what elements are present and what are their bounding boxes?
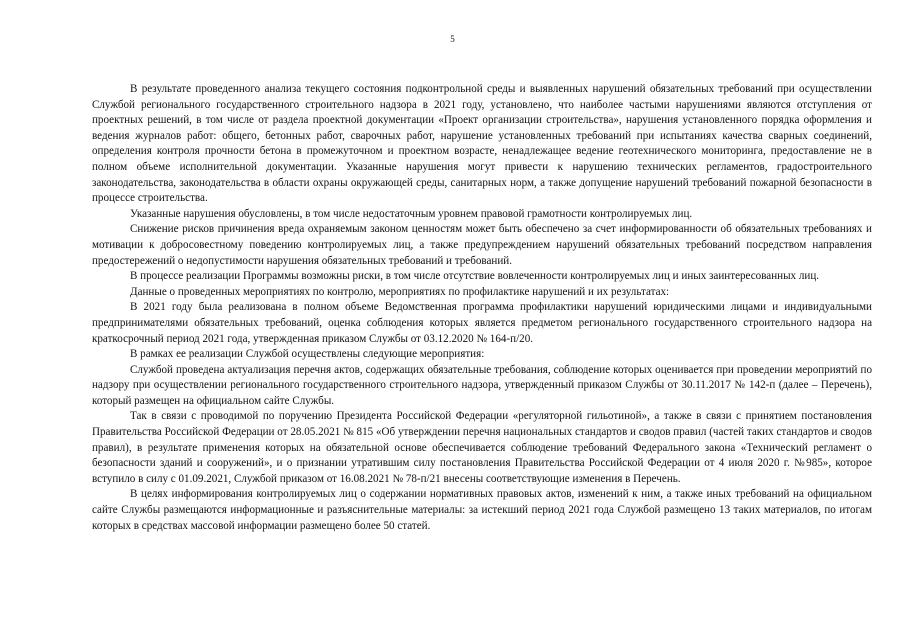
paragraph-measures-intro: В рамках ее реализации Службой осуществлены следующие мероприятия: xyxy=(130,348,485,361)
paragraph-regulatory-guillotine: Так в связи с проводимой по поручению Президента Российской Федерации «регуляторной гильотиной», а также в связи с принятием постановления Правительства Российской Федерации от 28.05.2021 № 815 «Об утверждении перечня национальных стандартов и сводов правил (частей таких стандартов и сводов правил), в результате применения которых на обязательной основе обеспечивается соблюдение требований Федерального закона «Технический регламент о безопасности зданий и сооружений», и о признании утратившим силу постановления Правительства Российской Федерации от 4 июля 2020 г. №985», которое вступило в силу с 01.09.2021, Службой приказом от 16.08.2021 № 78-п/21 внесены соответствующие изменения в Перечень. xyxy=(92,410,872,485)
paragraph-activities-intro: Данные о проведенных мероприятиях по контролю, мероприятиях по профилактике нарушений и их результатах: xyxy=(130,285,670,298)
paragraph-legal-literacy: Указанные нарушения обусловлены, в том числе недостаточным уровнем правовой грамотности контролируемых лиц. xyxy=(130,207,693,220)
paragraph-program-2021: В 2021 году была реализована в полном объеме Ведомственная программа профилактики нарушений юридическими лицами и индивидуальными предпринимателями обязательных требований, оценка соблюдения которых является предметом регионального государственного строительного надзора на краткосрочный период 2021 года, утвержденная приказом Службы от 03.12.2020 № 164-п/20. xyxy=(92,301,872,345)
paragraph-informing: В целях информирования контролируемых лиц о содержании нормативных правовых актов, изменений к ним, а также иных требований на официальном сайте Службы размещаются информационные и разъяснительные материалы: за истекший период 2021 года Службой размещено 13 таких материалов, по итогам которых в средствах массовой информации размещено более 50 статей. xyxy=(92,488,872,532)
paragraph-violations-analysis: В результате проведенного анализа текущего состояния подконтрольной среды и выявленных нарушений обязательных требований при осуществлении Службой регионального государственного строительного надзора в 2021 году, установлено, что наиболее частыми нарушениями являются отступления от проектных решений, в том числе от раздела проектной документации «Проект организации строительства», нарушения установленного порядка оформления и ведения журналов работ: общего, бетонных работ, сварочных работ, нарушение установленных требований при испытаниях качества сварных соединений, определения контроля прочности бетона в промежуточном и проектном возрасте, ненадлежащее ведение геотехнического мониторинга, предоставление не в полном объеме исполнительной документации. Указанные нарушения могут привести к нарушению технических регламентов, градостроительного законодательства, законодательства в области охраны окружающей среды, санитарных норм, а также допущение нарушений требований пожарной безопасности в процессе строительства. xyxy=(92,83,872,205)
document-body xyxy=(92,82,872,534)
paragraph-risk-reduction: Снижение рисков причинения вреда охраняемым законом ценностям может быть обеспечено за счет информированности об обязательных требованиях и мотивации к добросовестному поведению контролируемых лиц, а также предупреждением нарушений обязательных требований посредством направления предостережений о недопустимости нарушения обязательных требований и требований. xyxy=(92,223,872,267)
paragraph-list-update: Службой проведена актуализация перечня актов, содержащих обязательные требования, соблюдение которых оценивается при проведении мероприятий по надзору при осуществлении регионального государственного строительного надзора, утвержденный приказом Службы от 30.11.2017 № 142-п (далее – Перечень), который размещен на официальном сайте Службы. xyxy=(92,363,872,407)
page-number: 5 xyxy=(450,34,455,44)
paragraph-program-risks: В процессе реализации Программы возможны риски, в том числе отсутствие вовлеченности контролируемых лиц и иных заинтересованных лиц. xyxy=(130,270,820,283)
